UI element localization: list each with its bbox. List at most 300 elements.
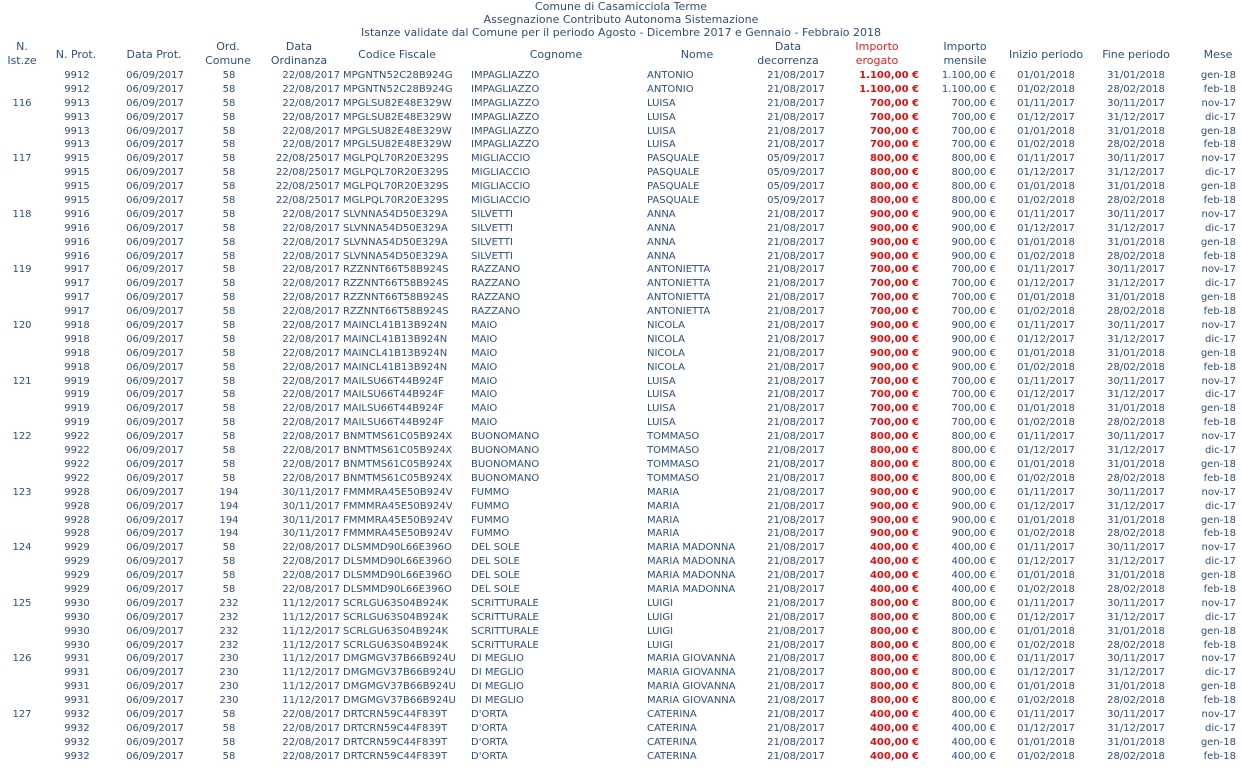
cell-mese: feb-18 [1203,639,1236,651]
cell-ord-comune: 58 [222,278,236,290]
cell-ord-comune: 58 [222,83,236,95]
cell-mese: feb-18 [1203,472,1236,484]
cell-importo-erogato: 700,00 € [869,417,919,429]
table-row [0,416,1242,430]
cell-importo-erogato: 800,00 € [869,681,919,693]
cell-inizio-periodo: 01/02/2018 [1017,417,1075,429]
cell-nome: LUIGI [647,611,674,623]
cell-codice-fiscale: DLSMMD90L66E396O [343,556,452,568]
cell-mese: feb-18 [1203,195,1236,207]
cell-importo-erogato: 700,00 € [869,97,919,109]
cell-ord-comune: 232 [219,625,239,637]
cell-inizio-periodo: 01/02/2018 [1017,83,1075,95]
cell-mese: nov-17 [1201,264,1236,276]
cell-data-ordinanza: 22/08/2017 [282,708,340,720]
cell-cognome: D'ORTA [471,736,508,748]
cell-fine-periodo: 30/11/2017 [1107,653,1165,665]
cell-inizio-periodo: 01/02/2018 [1017,250,1075,262]
cell-importo-mensile: 900,00 € [951,347,996,359]
cell-importo-erogato: 400,00 € [869,750,919,762]
cell-data-prot: 06/09/2017 [126,306,184,318]
cell-nome: ANNA [647,208,676,220]
cell-mese: dic-17 [1205,667,1236,679]
cell-data-decorrenza: 21/08/2017 [767,208,825,220]
cell-data-prot: 06/09/2017 [126,111,184,123]
cell-data-prot: 06/09/2017 [126,639,184,651]
table-row [0,319,1242,333]
cell-data-prot: 06/09/2017 [126,514,184,526]
municipality-title: Comune di Casamicciola Terme [534,0,708,13]
cell-cognome: D'ORTA [471,750,508,762]
cell-inizio-periodo: 01/12/2017 [1017,111,1075,123]
cell-importo-erogato: 700,00 € [869,125,919,137]
cell-importo-mensile: 800,00 € [951,472,996,484]
cell-n-prot: 9930 [64,597,90,609]
cell-n-prot: 9932 [64,708,90,720]
cell-codice-fiscale: RZZNNT66T58B924S [343,292,449,304]
cell-data-ordinanza: 22/08/2017 [282,83,340,95]
table-row [0,694,1242,708]
cell-mese: nov-17 [1201,486,1236,498]
cell-cognome: SILVETTI [471,236,513,248]
cell-nome: LUISA [647,389,676,401]
cell-importo-mensile: 400,00 € [951,583,996,595]
cell-n-prot: 9915 [64,153,90,165]
cell-codice-fiscale: MAINCL41B13B924N [343,320,448,332]
cell-n-prot: 9932 [64,750,90,762]
cell-data-ordinanza: 22/08/2017 [282,570,340,582]
cell-mese: feb-18 [1203,250,1236,262]
cell-nome: MARIA [647,528,680,540]
cell-cognome: DEL SOLE [471,542,520,554]
table-row [0,666,1242,680]
cell-data-decorrenza: 21/08/2017 [767,83,825,95]
cell-ord-comune: 232 [219,639,239,651]
cell-ord-comune: 58 [222,556,236,568]
cell-importo-erogato: 900,00 € [869,250,919,262]
col-header-importo-mensile: Importo mensile [943,40,987,67]
cell-data-decorrenza: 21/08/2017 [767,458,825,470]
table-row [0,111,1242,125]
cell-fine-periodo: 30/11/2017 [1107,97,1165,109]
cell-data-ordinanza: 22/08/2017 [282,292,340,304]
cell-codice-fiscale: SCRLGU63S04B924K [343,639,449,651]
cell-inizio-periodo: 01/11/2017 [1017,708,1075,720]
cell-data-decorrenza: 21/08/2017 [767,403,825,415]
cell-codice-fiscale: MPGLSU82E48E329W [343,139,452,151]
table-row [0,250,1242,264]
cell-ord-comune: 230 [219,695,239,707]
cell-cognome: DEL SOLE [471,556,520,568]
cell-data-decorrenza: 21/08/2017 [767,222,825,234]
cell-ord-comune: 58 [222,153,236,165]
cell-n-prot: 9915 [64,195,90,207]
cell-fine-periodo: 31/12/2017 [1107,667,1165,679]
cell-data-decorrenza: 21/08/2017 [767,597,825,609]
cell-importo-mensile: 900,00 € [951,208,996,220]
cell-fine-periodo: 30/11/2017 [1107,708,1165,720]
cell-data-prot: 06/09/2017 [126,361,184,373]
cell-importo-mensile: 800,00 € [951,195,996,207]
cell-nome: LUIGI [647,639,674,651]
cell-n-prot: 9929 [64,556,90,568]
table-row [0,486,1242,500]
cell-n-prot: 9928 [64,528,90,540]
cell-ord-comune: 58 [222,320,236,332]
cell-ord-comune: 194 [219,486,239,498]
cell-importo-erogato: 700,00 € [869,278,919,290]
col-header-n-istanze: N. Ist.ze [7,40,37,67]
cell-nome: ANTONIETTA [647,306,711,318]
cell-fine-periodo: 31/12/2017 [1107,278,1165,290]
cell-inizio-periodo: 01/11/2017 [1017,653,1075,665]
cell-cognome: IMPAGLIAZZO [471,125,540,137]
cell-data-ordinanza: 11/12/2017 [282,639,340,651]
cell-n-prot: 9915 [64,167,90,179]
cell-mese: gen-18 [1200,570,1236,582]
cell-ord-comune: 58 [222,139,236,151]
cell-cognome: RAZZANO [471,264,521,276]
cell-data-ordinanza: 22/08/2017 [282,722,340,734]
cell-mese: feb-18 [1203,139,1236,151]
cell-nome: LUISA [647,403,676,415]
cell-data-prot: 06/09/2017 [126,486,184,498]
cell-inizio-periodo: 01/12/2017 [1017,445,1075,457]
cell-data-prot: 06/09/2017 [126,472,184,484]
cell-codice-fiscale: SCRLGU63S04B924K [343,625,449,637]
cell-mese: dic-17 [1205,500,1236,512]
cell-codice-fiscale: MAILSU66T44B924F [343,417,444,429]
cell-data-ordinanza: 22/08/2017 [282,403,340,415]
cell-mese: nov-17 [1201,597,1236,609]
cell-fine-periodo: 31/01/2018 [1107,736,1165,748]
cell-mese: dic-17 [1205,445,1236,457]
table-row [0,527,1242,541]
cell-nome: LUISA [647,375,676,387]
cell-importo-erogato: 1.100,00 € [859,83,919,95]
column-headers [0,40,1242,70]
table-row [0,277,1242,291]
table-row [0,611,1242,625]
cell-inizio-periodo: 01/01/2018 [1017,181,1075,193]
cell-importo-mensile: 700,00 € [951,264,996,276]
cell-importo-mensile: 700,00 € [951,278,996,290]
cell-data-ordinanza: 22/08/2017 [282,736,340,748]
cell-inizio-periodo: 01/12/2017 [1017,167,1075,179]
cell-n-prot: 9931 [64,695,90,707]
cell-fine-periodo: 28/02/2018 [1107,695,1165,707]
table-row [0,639,1242,653]
cell-importo-mensile: 400,00 € [951,750,996,762]
cell-mese: gen-18 [1200,458,1236,470]
cell-fine-periodo: 31/12/2017 [1107,445,1165,457]
cell-cognome: MAIO [471,417,498,429]
cell-nome: NICOLA [647,347,685,359]
cell-ord-comune: 194 [219,500,239,512]
cell-cognome: BUONOMANO [471,472,540,484]
cell-n-istanza: 126 [12,653,32,665]
cell-data-ordinanza: 22/08/2017 [282,458,340,470]
table-row [0,444,1242,458]
cell-n-prot: 9929 [64,542,90,554]
cell-nome: CATERINA [647,722,697,734]
table-row [0,208,1242,222]
cell-data-decorrenza: 21/08/2017 [767,653,825,665]
cell-fine-periodo: 31/01/2018 [1107,514,1165,526]
cell-mese: gen-18 [1200,125,1236,137]
cell-cognome: FUMMO [471,500,510,512]
cell-n-prot: 9929 [64,583,90,595]
cell-codice-fiscale: SCRLGU63S04B924K [343,611,449,623]
col-header-data-decorrenza: Data decorrenza [757,40,819,67]
cell-data-ordinanza: 22/08/2017 [282,264,340,276]
cell-data-ordinanza: 22/08/2017 [282,472,340,484]
cell-n-prot: 9919 [64,417,90,429]
cell-n-prot: 9917 [64,264,90,276]
cell-n-prot: 9929 [64,570,90,582]
cell-codice-fiscale: DRTCRN59C44F839T [343,722,448,734]
cell-data-ordinanza: 22/08/2017 [282,306,340,318]
cell-inizio-periodo: 01/02/2018 [1017,195,1075,207]
cell-codice-fiscale: BNMTMS61C05B924X [343,431,453,443]
cell-ord-comune: 58 [222,361,236,373]
cell-inizio-periodo: 01/12/2017 [1017,278,1075,290]
cell-data-ordinanza: 11/12/2017 [282,667,340,679]
cell-n-prot: 9918 [64,361,90,373]
cell-fine-periodo: 30/11/2017 [1107,153,1165,165]
table-row [0,514,1242,528]
cell-codice-fiscale: BNMTMS61C05B924X [343,472,453,484]
cell-data-decorrenza: 21/08/2017 [767,486,825,498]
cell-importo-mensile: 800,00 € [951,681,996,693]
cell-importo-mensile: 400,00 € [951,708,996,720]
table-row [0,472,1242,486]
cell-codice-fiscale: DLSMMD90L66E396O [343,542,452,554]
cell-data-decorrenza: 21/08/2017 [767,361,825,373]
cell-data-ordinanza: 22/08/25017 [276,181,340,193]
cell-n-prot: 9931 [64,667,90,679]
cell-importo-mensile: 400,00 € [951,570,996,582]
cell-cognome: DEL SOLE [471,570,520,582]
cell-mese: nov-17 [1201,542,1236,554]
cell-inizio-periodo: 01/02/2018 [1017,361,1075,373]
cell-data-ordinanza: 22/08/2017 [282,583,340,595]
cell-fine-periodo: 31/12/2017 [1107,500,1165,512]
cell-mese: dic-17 [1205,111,1236,123]
cell-data-ordinanza: 22/08/25017 [276,153,340,165]
table-row [0,166,1242,180]
cell-data-ordinanza: 22/08/2017 [282,417,340,429]
cell-data-prot: 06/09/2017 [126,333,184,345]
cell-ord-comune: 58 [222,417,236,429]
cell-importo-erogato: 900,00 € [869,208,919,220]
cell-cognome: MAIO [471,361,498,373]
cell-data-prot: 06/09/2017 [126,139,184,151]
cell-data-prot: 06/09/2017 [126,556,184,568]
cell-n-prot: 9916 [64,250,90,262]
cell-mese: dic-17 [1205,222,1236,234]
cell-cognome: IMPAGLIAZZO [471,139,540,151]
cell-cognome: MAIO [471,333,498,345]
cell-data-decorrenza: 21/08/2017 [767,445,825,457]
cell-data-prot: 06/09/2017 [126,528,184,540]
cell-data-decorrenza: 21/08/2017 [767,528,825,540]
cell-n-prot: 9928 [64,500,90,512]
table-row [0,750,1242,764]
cell-nome: MARIA MADONNA [647,570,736,582]
cell-data-decorrenza: 21/08/2017 [767,736,825,748]
cell-codice-fiscale: SCRLGU63S04B924K [343,597,449,609]
cell-importo-mensile: 900,00 € [951,528,996,540]
cell-data-decorrenza: 21/08/2017 [767,333,825,345]
cell-importo-mensile: 800,00 € [951,445,996,457]
cell-codice-fiscale: MGLPQL70R20E329S [343,153,449,165]
cell-codice-fiscale: DRTCRN59C44F839T [343,750,448,762]
cell-importo-erogato: 1.100,00 € [859,70,919,81]
cell-fine-periodo: 28/02/2018 [1107,83,1165,95]
cell-cognome: MAIO [471,347,498,359]
cell-importo-erogato: 400,00 € [869,708,919,720]
cell-importo-mensile: 700,00 € [951,125,996,137]
cell-data-decorrenza: 21/08/2017 [767,708,825,720]
cell-inizio-periodo: 01/02/2018 [1017,695,1075,707]
cell-data-ordinanza: 22/08/2017 [282,208,340,220]
cell-data-ordinanza: 22/08/2017 [282,445,340,457]
cell-importo-erogato: 400,00 € [869,722,919,734]
cell-data-ordinanza: 22/08/2017 [282,222,340,234]
cell-data-prot: 06/09/2017 [126,70,184,81]
cell-fine-periodo: 30/11/2017 [1107,208,1165,220]
cell-data-ordinanza: 22/08/2017 [282,333,340,345]
cell-data-prot: 06/09/2017 [126,236,184,248]
cell-inizio-periodo: 01/02/2018 [1017,306,1075,318]
table-row [0,222,1242,236]
cell-fine-periodo: 30/11/2017 [1107,320,1165,332]
cell-ord-comune: 58 [222,431,236,443]
table-row [0,569,1242,583]
table-row [0,555,1242,569]
table-row [0,500,1242,514]
cell-nome: ANTONIO [647,83,694,95]
table-row [0,180,1242,194]
cell-inizio-periodo: 01/02/2018 [1017,750,1075,762]
cell-codice-fiscale: MPGLSU82E48E329W [343,111,452,123]
cell-data-ordinanza: 22/08/2017 [282,139,340,151]
table-row [0,347,1242,361]
cell-mese: dic-17 [1205,333,1236,345]
cell-nome: ANNA [647,222,676,234]
cell-data-prot: 06/09/2017 [126,736,184,748]
cell-cognome: SCRITTURALE [471,597,539,609]
cell-data-prot: 06/09/2017 [126,681,184,693]
cell-data-ordinanza: 22/08/2017 [282,431,340,443]
table-row [0,583,1242,597]
cell-data-ordinanza: 22/08/2017 [282,389,340,401]
cell-ord-comune: 58 [222,306,236,318]
cell-ord-comune: 232 [219,611,239,623]
table-row [0,625,1242,639]
cell-data-prot: 06/09/2017 [126,375,184,387]
cell-n-prot: 9919 [64,403,90,415]
cell-nome: MARIA MADONNA [647,556,736,568]
cell-data-prot: 06/09/2017 [126,667,184,679]
cell-n-prot: 9930 [64,625,90,637]
cell-nome: MARIA MADONNA [647,542,736,554]
cell-ord-comune: 58 [222,458,236,470]
cell-n-istanza: 125 [12,597,32,609]
cell-importo-erogato: 800,00 € [869,472,919,484]
cell-fine-periodo: 28/02/2018 [1107,417,1165,429]
cell-data-ordinanza: 22/08/2017 [282,347,340,359]
cell-inizio-periodo: 01/12/2017 [1017,667,1075,679]
cell-importo-mensile: 900,00 € [951,514,996,526]
cell-data-decorrenza: 21/08/2017 [767,611,825,623]
cell-data-decorrenza: 21/08/2017 [767,306,825,318]
table-row [0,138,1242,152]
cell-ord-comune: 58 [222,375,236,387]
cell-cognome: D'ORTA [471,722,508,734]
cell-importo-mensile: 700,00 € [951,375,996,387]
cell-fine-periodo: 31/12/2017 [1107,333,1165,345]
col-header-cognome: Cognome [529,48,583,61]
cell-cognome: SCRITTURALE [471,625,539,637]
cell-ord-comune: 230 [219,653,239,665]
cell-data-ordinanza: 11/12/2017 [282,681,340,693]
cell-data-decorrenza: 21/08/2017 [767,625,825,637]
cell-data-ordinanza: 22/08/2017 [282,542,340,554]
cell-fine-periodo: 30/11/2017 [1107,431,1165,443]
cell-n-prot: 9917 [64,306,90,318]
cell-importo-erogato: 400,00 € [869,570,919,582]
cell-data-decorrenza: 21/08/2017 [767,583,825,595]
cell-inizio-periodo: 01/11/2017 [1017,320,1075,332]
cell-codice-fiscale: FMMMRA45E50B924V [343,528,453,540]
cell-mese: feb-18 [1203,417,1236,429]
cell-cognome: DI MEGLIO [471,695,524,707]
cell-ord-comune: 230 [219,681,239,693]
cell-data-prot: 06/09/2017 [126,320,184,332]
cell-importo-mensile: 700,00 € [951,111,996,123]
cell-cognome: IMPAGLIAZZO [471,111,540,123]
cell-importo-mensile: 900,00 € [951,486,996,498]
cell-data-decorrenza: 21/08/2017 [767,236,825,248]
cell-importo-mensile: 700,00 € [951,292,996,304]
cell-importo-erogato: 800,00 € [869,625,919,637]
cell-cognome: BUONOMANO [471,431,540,443]
cell-inizio-periodo: 01/02/2018 [1017,639,1075,651]
cell-data-ordinanza: 22/08/2017 [282,97,340,109]
table-row [0,236,1242,250]
cell-nome: LUIGI [647,625,674,637]
cell-inizio-periodo: 01/01/2018 [1017,70,1075,81]
cell-fine-periodo: 31/01/2018 [1107,625,1165,637]
cell-data-ordinanza: 22/08/2017 [282,125,340,137]
cell-data-decorrenza: 05/09/2017 [767,153,825,165]
cell-n-istanza: 123 [12,486,32,498]
cell-cognome: IMPAGLIAZZO [471,70,540,81]
cell-nome: LUISA [647,139,676,151]
col-header-nome: Nome [680,48,714,61]
cell-ord-comune: 58 [222,333,236,345]
cell-importo-erogato: 900,00 € [869,333,919,345]
cell-mese: nov-17 [1201,153,1236,165]
cell-ord-comune: 194 [219,528,239,540]
cell-n-prot: 9930 [64,639,90,651]
cell-data-decorrenza: 05/09/2017 [767,181,825,193]
cell-data-prot: 06/09/2017 [126,125,184,137]
cell-inizio-periodo: 01/11/2017 [1017,208,1075,220]
cell-mese: dic-17 [1205,556,1236,568]
